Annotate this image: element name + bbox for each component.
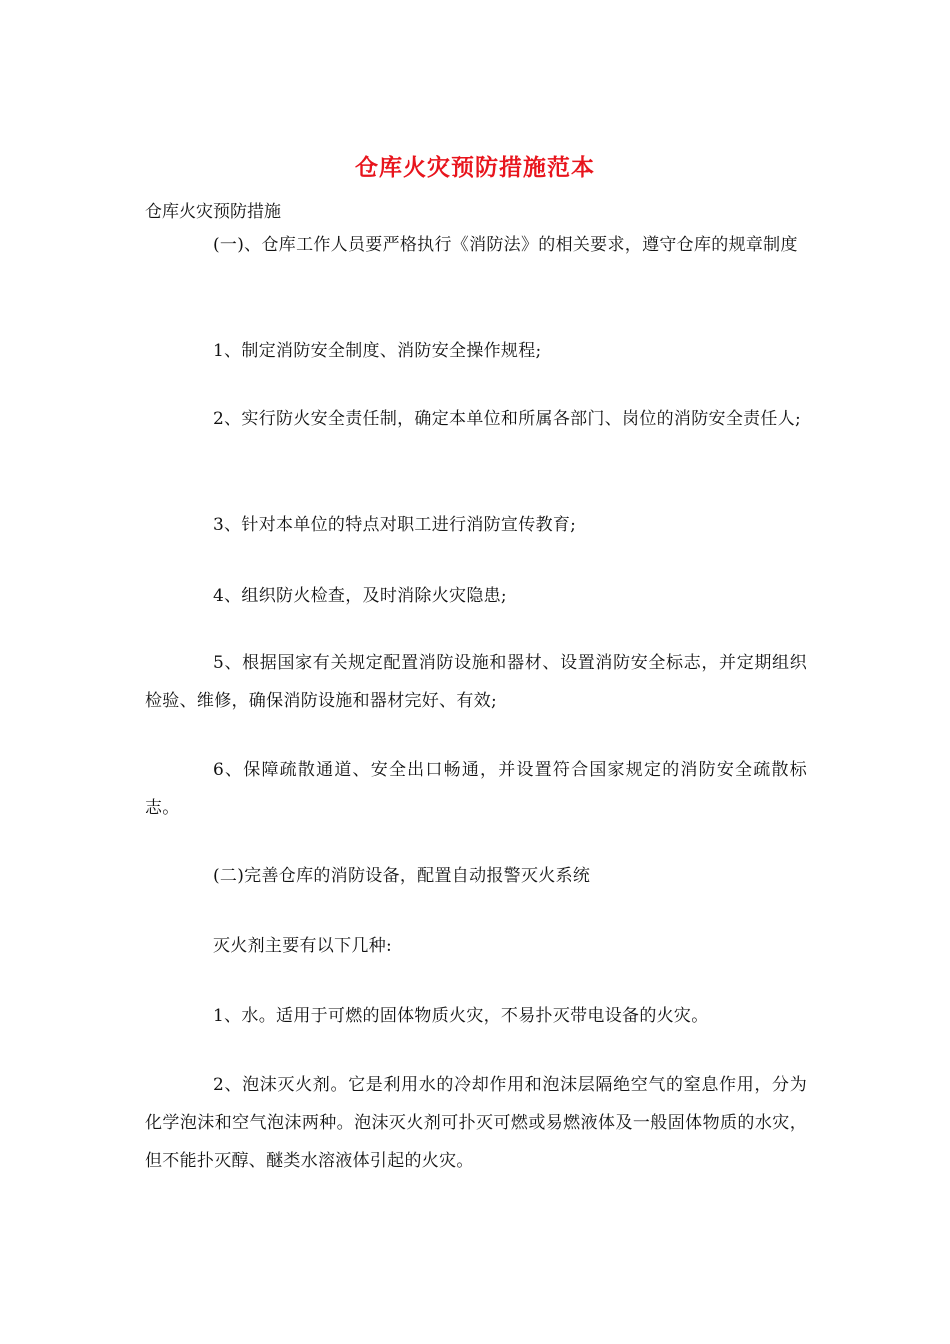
paragraph-7: 6、保障疏散通道、安全出口畅通，并设置符合国家规定的消防安全疏散标志。 — [145, 760, 807, 818]
document-subtitle: 仓库火灾预防措施 — [145, 202, 281, 222]
paragraph-2: 1、制定消防安全制度、消防安全操作规程; — [213, 341, 542, 361]
document-title: 仓库火灾预防措施范本 — [355, 154, 595, 181]
paragraph-9: 灭火剂主要有以下几种: — [213, 936, 393, 956]
paragraph-10: 1、水。适用于可燃的固体物质火灾，不易扑灭带电设备的火灾。 — [213, 1006, 709, 1026]
paragraph-11: 2、泡沫灭火剂。它是利用水的冷却作用和泡沫层隔绝空气的窒息作用，分为化学泡沫和空气泡沫两种。泡沫灭火剂可扑灭可燃或易燃液体及一般固体物质的水灾，但不能扑灭醇、醚类水溶液体引起的火灾。 — [145, 1075, 807, 1171]
paragraph-4: 3、针对本单位的特点对职工进行消防宣传教育; — [213, 515, 577, 535]
paragraph-1: (一)、仓库工作人员要严格执行《消防法》的相关要求，遵守仓库的规章制度 — [213, 235, 798, 255]
paragraph-5: 4、组织防火检查，及时消除火灾隐患; — [213, 586, 507, 606]
paragraph-3: 2、实行防火安全责任制，确定本单位和所属各部门、岗位的消防安全责任人; — [213, 409, 802, 429]
paragraph-8: (二)完善仓库的消防设备，配置自动报警灭火系统 — [213, 866, 591, 886]
paragraph-6: 5、根据国家有关规定配置消防设施和器材、设置消防安全标志，并定期组织检验、维修，确保消防设施和器材完好、有效; — [145, 653, 807, 711]
